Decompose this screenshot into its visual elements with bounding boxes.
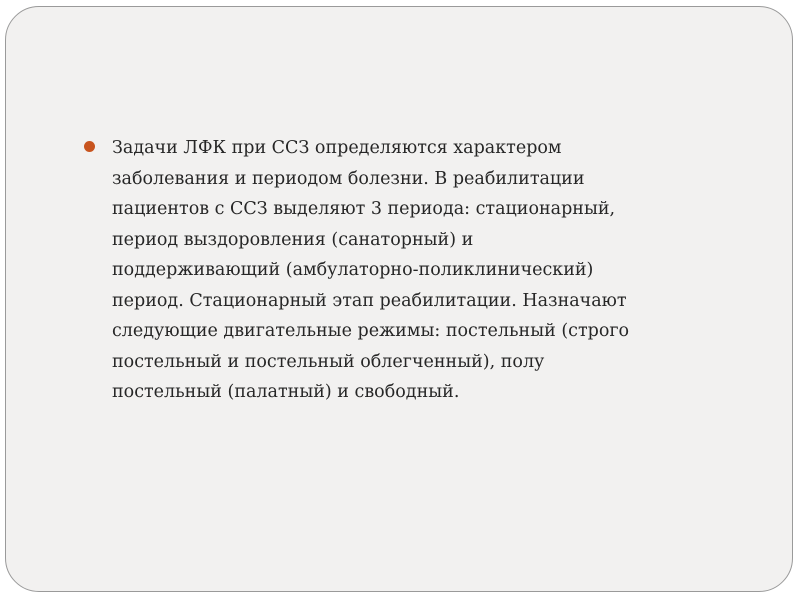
bullet-paragraph [112, 133, 762, 408]
text-line: постельный и постельный облегченный), полу [112, 351, 545, 372]
text-line: период. Стационарный этап реабилитации. Назначают [112, 290, 627, 311]
bullet-icon [84, 141, 95, 152]
text-line: заболевания и периодом болезни. В реабилитации [112, 168, 585, 189]
text-line: поддерживающий (амбулаторно-поликлинический) [112, 260, 594, 280]
text-line: следующие двигательные режимы: постельный (строго [112, 321, 630, 341]
text-line: период выздоровления (санаторный) и [112, 229, 474, 250]
text-line: Задачи ЛФК при ССЗ определяются характером [112, 138, 562, 158]
text-line: пациентов с ССЗ выделяют 3 периода: стационарный, [112, 199, 616, 219]
text-line: постельный (палатный) и свободный. [112, 382, 460, 402]
